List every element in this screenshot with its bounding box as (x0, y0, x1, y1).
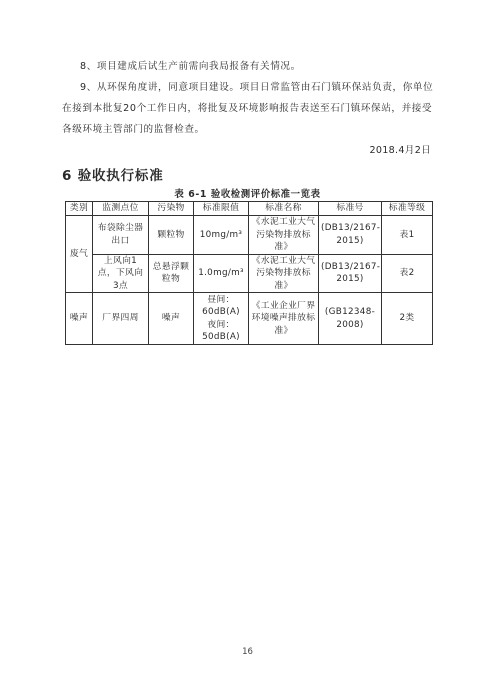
table-header-row (66, 202, 433, 216)
header-pollutant: 污染物 (149, 202, 194, 216)
document-date: 2018.4月2日 (369, 145, 431, 156)
cell-grade: 表1 (382, 216, 433, 255)
cell-grade: 2类 (382, 293, 433, 345)
limit-day: 昼间：60dB(A) (202, 294, 240, 317)
cell-point: 布袋除尘器出口 (93, 216, 149, 255)
cell-standard-code: (DB13/2167-2015) (319, 254, 382, 293)
cell-standard-code: (GB12348-2008) (319, 293, 382, 345)
cell-limit: 10mg/m³ (194, 216, 249, 255)
paragraph-item-9: 9、从环保角度讲，同意项目建设。项目日常监管由石门镇环保站负责，你单位在接到本批复20个工作日内，将批复及环境影响报告表送至石门镇环保站，并接受各级环境主管部门的监督检查。 (62, 82, 434, 135)
section-heading: 6 验收执行标准 (62, 168, 164, 184)
header-standard-name: 标准名称 (249, 202, 319, 216)
cell-standard-name: 《水泥工业大气污染物排放标准》 (249, 216, 319, 255)
header-category: 类别 (66, 202, 93, 216)
cell-standard-code: (DB13/2167-2015) (319, 216, 382, 255)
cell-limit: 1.0mg/m³ (194, 254, 249, 293)
table-row (66, 216, 433, 255)
cell-standard-name: 《水泥工业大气污染物排放标准》 (249, 254, 319, 293)
standards-table (65, 201, 433, 345)
cell-pollutant: 总悬浮颗粒物 (149, 254, 194, 293)
header-standard-code: 标准号 (319, 202, 382, 216)
cell-point: 厂界四周 (93, 293, 149, 345)
limit-night: 夜间：50dB(A) (202, 319, 240, 342)
paragraph-item-8: 8、项目建成后试生产前需向我局报备有关情况。 (80, 61, 301, 72)
table-row (66, 293, 433, 345)
cell-pollutant: 噪声 (149, 293, 194, 345)
table-row (66, 254, 433, 293)
table-caption: 表 6-1 验收检测评价标准一览表 (174, 189, 321, 200)
header-grade: 标准等级 (382, 202, 433, 216)
cell-limit (194, 293, 249, 345)
cell-grade: 表2 (382, 254, 433, 293)
cell-standard-name: 《工业企业厂界环境噪声排放标准》 (249, 293, 319, 345)
cell-category: 噪声 (66, 293, 93, 345)
page-number: 16 (242, 647, 253, 657)
cell-pollutant: 颗粒物 (149, 216, 194, 255)
cell-point: 上风向1点，下风向3点 (93, 254, 149, 293)
header-point: 监测点位 (93, 202, 149, 216)
header-limit: 标准限值 (194, 202, 249, 216)
cell-category: 废气 (66, 216, 93, 293)
